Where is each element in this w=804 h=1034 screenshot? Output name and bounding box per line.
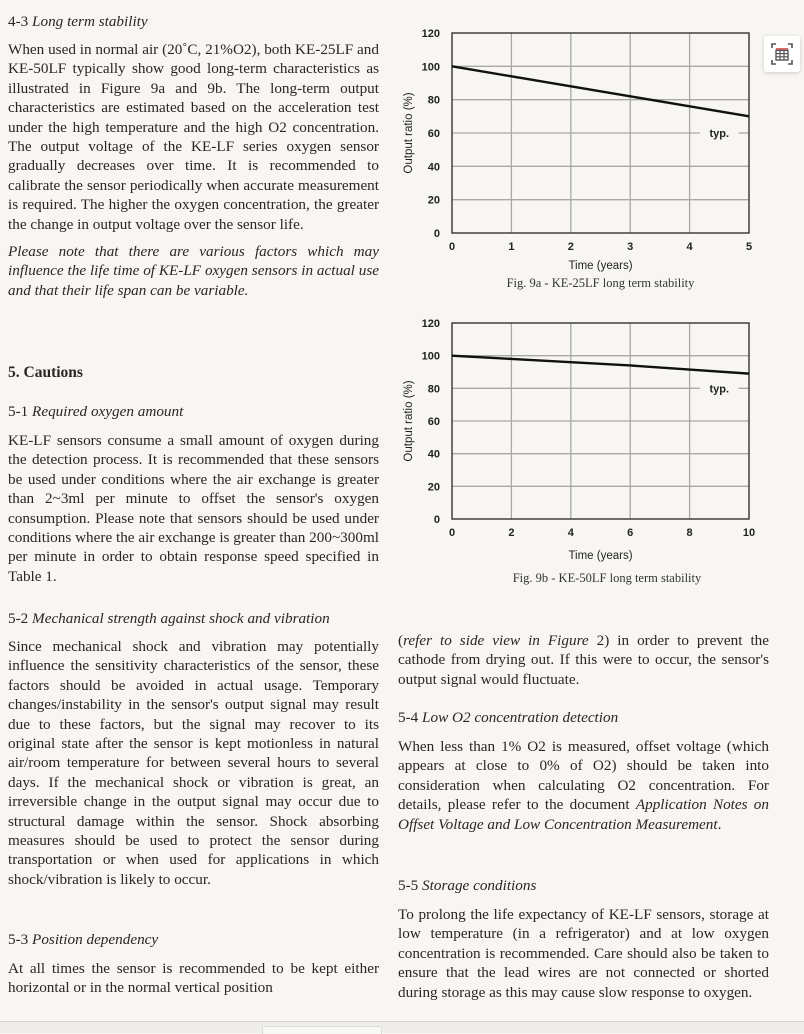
section-5 bbox=[8, 364, 379, 382]
chart-9b-ytick-label: 60 bbox=[427, 416, 440, 428]
paragraph-mechanical-strength: Since mechanical shock and vibration may potentially influence the sensitivity characteristics of the sensor, these factors should be avoided in actual usage. Temporary changes/instability in the sensor's output signal may result due to these factors, but the signal may recover to its original state after the sensor is kept motionless in natural air/room temperature for between several hours to several days. If the mechanical shock or vibration is great, an irreversible change in the output signal may occur due to structural damage within the sensor. Shock absorbing measures should be used to protect the sensor during transportation or when used for applications in which shock/vibration is likely to occur. bbox=[8, 638, 379, 888]
chart-9b-ytick-label: 20 bbox=[427, 481, 440, 494]
chart-9b-xtick-label: 10 bbox=[742, 527, 756, 539]
chart-9a-ytick-label: 120 bbox=[421, 28, 440, 40]
chart-9a-xtick-label: 1 bbox=[508, 241, 515, 253]
section-5-4 bbox=[398, 708, 769, 834]
chart-9b-xtick-label: 8 bbox=[686, 527, 693, 539]
subheading-5-2: 5-2 Mechanical strength against shock and vibration bbox=[8, 610, 330, 627]
chart-9a-ytick-label: 80 bbox=[427, 94, 440, 107]
chart-9a-ytick-label: 40 bbox=[427, 161, 440, 174]
chart-9a-x-axis-label: Time (years) bbox=[568, 260, 633, 272]
chart-9b-series-line bbox=[452, 356, 749, 374]
subheading-4-3: 4-3 Long term stability bbox=[8, 13, 148, 30]
paragraph-storage-conditions: To prolong the life expectancy of KE-LF sensors, storage at low temperature (in a refrigerator) and at low oxygen concentration is recommended. Care should also be taken to ensure that the lead wires are not connected or shorted during storage as this may cause slow response to oxygen. bbox=[398, 906, 769, 1001]
paragraph-low-o2-detection: When less than 1% O2 is measured, offset voltage (which appears at close to 0% of O2) should be taken into consideration when calculating O2 concentration. For details, please refer to the document Application Notes on Offset Voltage and Low Concentration Measurement. bbox=[398, 738, 769, 833]
chart-fig-9a bbox=[398, 20, 768, 300]
section-5-3 bbox=[8, 930, 379, 998]
section-5-2 bbox=[8, 609, 379, 889]
scroll-slot[interactable] bbox=[262, 1026, 382, 1034]
subheading-5-4: 5-4 Low O2 concentration detection bbox=[398, 709, 619, 726]
chart-9a-annotation-typ: typ. bbox=[709, 128, 730, 140]
chart-9b-ytick-label: 100 bbox=[421, 350, 440, 363]
bottom-scroll-bar[interactable] bbox=[0, 1021, 804, 1033]
section-heading-cautions: 5. Cautions bbox=[8, 364, 83, 381]
chart-9a-ytick-label: 0 bbox=[433, 228, 440, 240]
chart-9b-xtick-label: 6 bbox=[627, 527, 634, 539]
section-5-3-continued bbox=[398, 631, 769, 689]
chart-9b-xtick-label: 4 bbox=[567, 527, 574, 539]
paragraph-required-oxygen: KE-LF sensors consume a small amount of oxygen during the detection process. It is recommended that these sensors be used under conditions where the air exchange is greater than 2~3ml per minute to offset the sensor's oxygen consumption. Please note that sensors should be used under conditions where the air exchange is greater than 200~300ml per minute in order to obtain response speed specified in Table 1. bbox=[8, 432, 379, 585]
chart-9a-xtick-label: 2 bbox=[567, 241, 574, 253]
chart-9a-caption: Fig. 9a - KE-25LF long term stability bbox=[506, 276, 695, 290]
chart-9a-y-axis-label: Output ratio (%) bbox=[403, 92, 415, 174]
chart-9a-xtick-label: 5 bbox=[745, 241, 753, 253]
chart-9b-annotation-typ: typ. bbox=[709, 383, 730, 396]
chart-9a-xtick-label: 3 bbox=[627, 241, 634, 253]
document-reference: Application Notes on Offset Voltage and Low Concentration Measurement bbox=[398, 796, 769, 833]
chart-9a-ytick-label: 20 bbox=[427, 194, 440, 207]
chart-9b-y-axis-label: Output ratio (%) bbox=[403, 380, 415, 462]
subheading-5-5: 5-5 Storage conditions bbox=[398, 877, 537, 894]
chart-9a-xtick-label: 4 bbox=[686, 241, 693, 253]
subheading-5-1: 5-1 Required oxygen amount bbox=[8, 403, 184, 420]
chart-9b-ytick-label: 40 bbox=[427, 448, 440, 461]
section-5-5 bbox=[398, 876, 769, 1002]
chart-fig-9b bbox=[398, 310, 768, 580]
chart-9b-xtick-label: 2 bbox=[508, 527, 515, 539]
paragraph-long-term-stability: When used in normal air (20˚C, 21%O2), both KE-25LF and KE-50LF typically show good long-term characteristics as illustrated in Figure 9a and 9b. The long-term output characteristics are estimated based on the acceleration test under the high temperature and the high O2 concentration. The output voltage of the KE-LF series oxygen sensor gradually decreases over time. It is recommended to calibrate the sensor periodically when accurate measurement is required. The higher the oxygen concentration, the greater the change in output voltage over the sensor life. bbox=[8, 41, 379, 233]
section-5-1 bbox=[8, 402, 379, 586]
chart-9b-xtick-label: 0 bbox=[448, 527, 456, 539]
table-capture-icon bbox=[770, 42, 794, 66]
chart-9b-ytick-label: 120 bbox=[421, 318, 440, 330]
section-4-3 bbox=[8, 12, 379, 300]
table-capture-button[interactable] bbox=[764, 36, 800, 72]
paragraph-position-dependency: At all times the sensor is recommended to be kept either horizontal or in the normal vertical position bbox=[8, 960, 379, 997]
chart-9a-ytick-label: 60 bbox=[427, 128, 440, 140]
subheading-5-3: 5-3 Position dependency bbox=[8, 931, 159, 948]
paragraph-position-dependency-continued: (refer to side view in Figure 2) in order to prevent the cathode from drying out. If this were to occur, the sensor's output signal would fluctuate. bbox=[398, 632, 769, 688]
chart-9a-series-line bbox=[452, 66, 749, 116]
chart-9a-xtick-label: 0 bbox=[448, 241, 456, 253]
paragraph-life-time-note: Please note that there are various factors which may influence the life time of KE-LF oxygen sensors in actual use and that their life span can be variable. bbox=[8, 243, 379, 299]
chart-9b-caption: Fig. 9b - KE-50LF long term stability bbox=[512, 571, 702, 585]
chart-9b-x-axis-label: Time (years) bbox=[568, 550, 633, 562]
chart-9b-ytick-label: 80 bbox=[427, 383, 440, 396]
chart-9a-ytick-label: 100 bbox=[421, 61, 440, 74]
chart-9b-ytick-label: 0 bbox=[433, 514, 440, 526]
